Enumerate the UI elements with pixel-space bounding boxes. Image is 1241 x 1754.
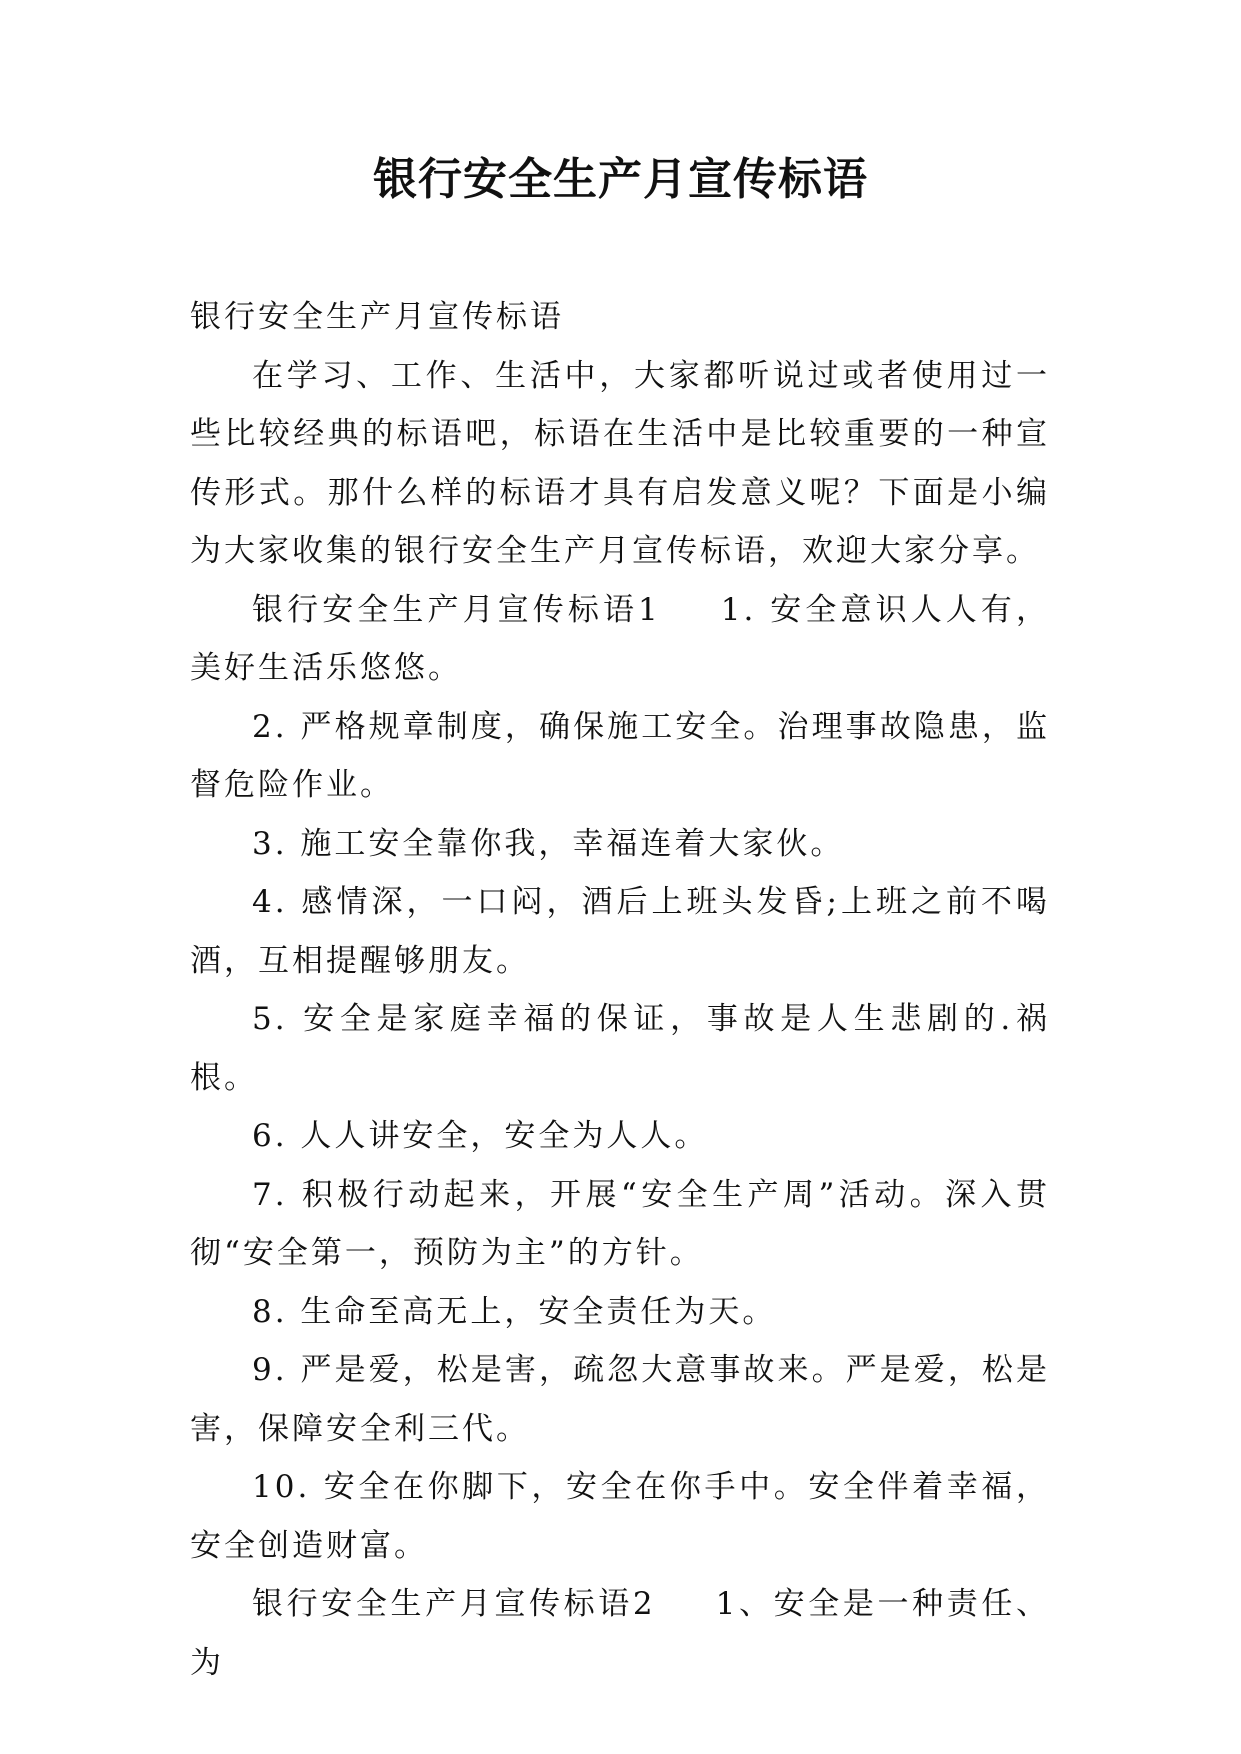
section-2-heading: 银行安全生产月宣传标语2	[252, 1586, 656, 1622]
slogan-item: 3. 施工安全靠你我，幸福连着大家伙。	[252, 825, 845, 862]
document-subtitle: 银行安全生产月宣传标语	[190, 299, 564, 335]
intro-paragraph: 在学习、工作、生活中，大家都听说过或者使用过一些比较经典的标语吧，标语在生活中是比较重要的一种宣传形式。那什么样的标语才具有启发意义呢？下面是小编为大家收集的银行安全生产月宣传标语，欢迎大家分享。	[190, 357, 1050, 569]
slogan-item: 6. 人人讲安全，安全为人人。	[252, 1118, 709, 1154]
slogan-item: 8. 生命至高无上，安全责任为天。	[252, 1293, 777, 1330]
document-body	[190, 288, 1050, 1692]
slogan-item: 5. 安全是家庭幸福的保证，事故是人生悲剧的.祸根。	[190, 1001, 1050, 1096]
slogan-item: 2. 严格规章制度，确保施工安全。治理事故隐患，监督危险作业。	[190, 708, 1050, 803]
slogan-item: 10. 安全在你脚下，安全在你手中。安全伴着幸福，安全创造财富。	[190, 1469, 1050, 1564]
section-2-first-paragraph	[190, 1575, 1050, 1692]
slogan-item: 1. 安全意识人人有，美好生活乐悠悠。	[190, 591, 1050, 686]
slogan-item: 7. 积极行动起来，开展“安全生产周”活动。深入贯彻“安全第一，预防为主”的方针。	[190, 1176, 1050, 1271]
document-title: 银行安全生产月宣传标语	[373, 154, 868, 205]
slogan-item: 1、安全是一种责任、为	[190, 1586, 1050, 1681]
slogan-item: 9. 严是爱，松是害，疏忽大意事故来。严是爱，松是害，保障安全利三代。	[190, 1352, 1050, 1447]
section-1-first-paragraph	[190, 581, 1050, 698]
section-1-heading: 银行安全生产月宣传标语1	[252, 591, 661, 628]
slogan-item: 4. 感情深，一口闷，酒后上班头发昏;上班之前不喝酒，互相提醒够朋友。	[190, 884, 1050, 979]
